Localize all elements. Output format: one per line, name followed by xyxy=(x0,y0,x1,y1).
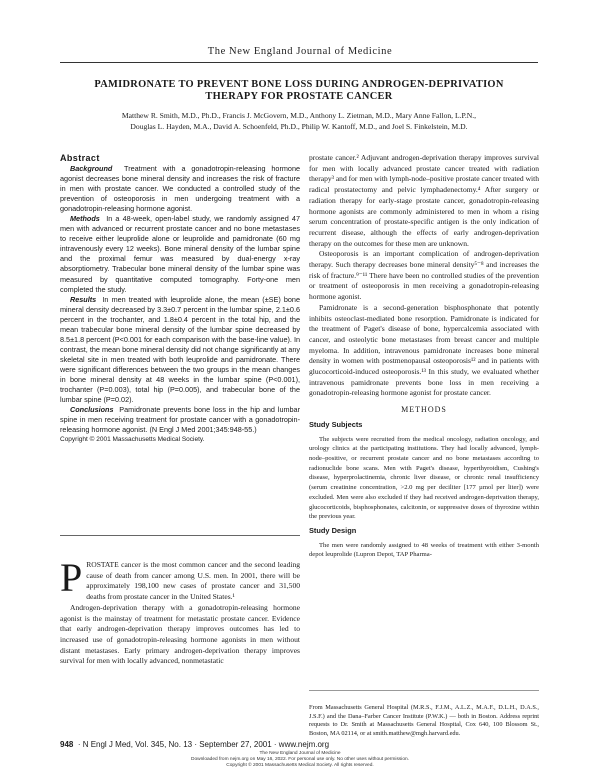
study-subjects-paragraph: The subjects were recruited from the medical oncology, radiation oncology, and urology clinics at the participating institutions. They had locally advanced, lymph-node–positive, or recurrent prostate cancer and no bone metastases according to radionuclide bone scans. Men with Paget's disease, hyperthyroidism, Cushing's disease, hyperprolactinemia, chronic liver disease, or chronic renal insufficiency (serum creatinine concentration, >2.0 mg per deciliter [177 µmol per liter]) were excluded. Men were also excluded if they had received androgen-deprivation therapy, glucocorticoids, bisphosphonates, calcitonin, or suppressive doses of thyroxine within the previous year. xyxy=(309,435,539,521)
right-paragraph-3: Pamidronate is a second-generation bisphosphonate that potently inhibits osteoclast-mediated bone resorption. Pamidronate is indicated for the treatment of Paget's disease of bone, hypercalcemia associated with cancer, and osteolytic bone metastases from breast cancer and multiple myeloma. In addition, intravenous pamidronate increases bone mineral density in women with postmenopausal osteoporosis¹² and in patients with glucocorticoid-induced osteoporosis.¹³ In this study, we evaluated whether intravenous pamidronate prevents bone loss in men receiving a gonadotropin-releasing hormone agonist for prostate cancer. xyxy=(309,302,539,398)
abstract-body xyxy=(60,164,300,445)
right-column xyxy=(309,153,539,560)
results-text: In men treated with leuprolide alone, the mean (±SE) bone mineral density decreased by 3.3±0.7 percent in the lumbar spine, 2.1±0.6 percent in the trochanter, and 1.8±0.4 percent in the total hip, and the mean trabecular bone mineral density of the lumbar spine decreased by 8.5±1.8 percent (P<0.001 for each comparison with the base-line value). In contrast, the mean bone mineral density did not change significantly at any skeletal site in men treated with both leuprolide and pamidronate. There were significant differences between the two groups in the mean changes in bone mineral density at 48 weeks in the lumbar spine (P<0.001), trochanter (P=0.003), total hip (P=0.005), and trabecular bone of the lumbar spine (P=0.02). xyxy=(60,294,300,405)
citation: · N Engl J Med, Vol. 345, No. 13 · September 27, 2001 · www.nejm.org xyxy=(77,740,330,749)
conclusions-text: Pamidronate prevents bone loss in the hip and lumbar spine in men receiving treatment for prostate cancer with a gonadotropin-releasing hormone agonist. (N Engl J Med 2001;345:948-55.) xyxy=(60,405,300,435)
download-notice xyxy=(0,751,600,769)
article-title xyxy=(60,79,538,103)
abstract-heading: Abstract xyxy=(60,153,100,163)
intro-paragraph-1 xyxy=(60,555,300,603)
abstract-rule xyxy=(60,535,300,536)
intro-text-1: ROSTATE cancer is the most common cancer and the second leading cause of death from cancer among U.S. men. In 2001, there will be approximately 198,100 new cases of prostate cancer and 31,500 deaths from prostate cancer in the United States.¹ xyxy=(86,560,300,602)
right-paragraph-2: Osteoporosis is an important complication of androgen-deprivation therapy. Such therapy decreases bone mineral density⁵⁻⁸ and increases the risk of fracture.⁹⁻¹¹ There have been no controlled studies of the prevention or treatment of osteoporosis in men receiving a gonadotropin-releasing hormone agonist. xyxy=(309,249,539,302)
authors-line-2: Douglas L. Hayden, M.A., David A. Schoenfeld, Ph.D., Philip W. Kantoff, M.D., and Joel S. Finkelstein, M.D. xyxy=(130,122,468,131)
copyright-line: Copyright © 2001 Massachusetts Medical Society. xyxy=(60,436,205,444)
methods-label: Methods xyxy=(70,214,100,224)
download-journal: The New England Journal of Medicine xyxy=(259,751,341,756)
footnote-rule xyxy=(309,690,539,691)
header-rule xyxy=(60,62,538,63)
study-design-paragraph: The men were randomly assigned to 48 weeks of treatment with either 3-month depot leuprolide (Lupron Depot, TAP Pharma- xyxy=(309,541,539,559)
abstract-background xyxy=(60,164,300,214)
study-subjects-text xyxy=(309,435,539,522)
drop-cap: P xyxy=(60,555,83,600)
download-line: Downloaded from nejm.org on May 16, 2022. For personal use only. No other uses without permission. xyxy=(190,757,409,762)
authors-line-1: Matthew R. Smith, M.D., Ph.D., Francis J. McGovern, M.D., Anthony L. Zietman, M.D., Mary Anne Fallon, L.P.N., xyxy=(121,111,477,120)
conclusions-label: Conclusions xyxy=(70,405,114,415)
methods-text: In a 48-week, open-label study, we randomly assigned 47 men with advanced or recurrent prostate cancer and no bone metastases to receive either leuprolide alone or leuprolide and pamidronate (60 mg intravenously every 12 weeks). Bone mineral density of the lumbar spine and the proximal femur was measured by dual-energy x-ray absorptiometry. Trabecular bone mineral density of the lumbar spine was measured by quantitative computed tomography. Forty-one men completed the study. xyxy=(60,214,300,294)
author-list xyxy=(60,110,538,132)
background-label: Background xyxy=(70,164,113,173)
abstract-methods xyxy=(60,214,300,294)
study-design-heading: Study Design xyxy=(309,525,357,535)
page-number: 948 xyxy=(60,740,74,749)
right-paragraph-1: prostate cancer.² Adjuvant androgen-deprivation therapy improves survival for men with locally advanced prostate cancer treated with radiation therapy³ and for men with lymph-node–positive prostate cancer treated with radical prostatectomy and pelvic lymphadenectomy.⁴ After surgery or radiation therapy for early-stage prostate cancer, gonadotropin-releasing hormone agonists are commonly administered to men in whom a rising serum concentration of prostate-specific antigen is the only indication of recurrent disease, although the effects of early androgen-deprivation therapy on the outcomes for these men are unknown. xyxy=(309,153,539,248)
title-line-1: PAMIDRONATE TO PREVENT BONE LOSS DURING ANDROGEN-DEPRIVATION xyxy=(94,79,504,90)
affiliation-footnote: From Massachusetts General Hospital (M.R.S., F.J.M., A.L.Z., M.A.F., D.L.H., D.A.S., J.S.F.) and the Dana–Farber Cancer Institute (P.W.K.) — both in Boston. Address reprint requests to Dr. Smith at Massachusetts General Hospital, Cox 640, 100 Blossom St., Boston, MA 02114, or at smith.matthew@mgh.harvard.edu. xyxy=(309,704,539,738)
methods-heading: METHODS xyxy=(401,405,447,415)
title-line-2: THERAPY FOR PROSTATE CANCER xyxy=(205,91,393,102)
introduction xyxy=(60,555,300,667)
abstract-conclusions xyxy=(60,405,300,435)
intro-paragraph-2: Androgen-deprivation therapy with a gonadotropin-releasing hormone agonist is the mainstay of treatment for metastatic prostate cancer. Evidence that early androgen-deprivation therapy improves outcomes has led to increased use of gonadotropin-releasing hormone agonists in men without distant metastases. Early primary androgen-deprivation therapy improves survival for men with locally advanced, nonmetastatic xyxy=(60,602,300,666)
results-label: Results xyxy=(70,294,97,304)
download-copyright: Copyright © 2001 Massachusetts Medical Society. All rights reserved. xyxy=(226,763,374,768)
study-design-text xyxy=(309,541,539,560)
journal-header: The New England Journal of Medicine xyxy=(207,46,393,57)
abstract-results xyxy=(60,295,300,406)
background-text: Treatment with a gonadotropin-releasing hormone agonist decreases bone mineral density and increases the risk of fracture in men with prostate cancer. We conducted a controlled study of the prevention of osteoporosis in men undergoing treatment with a gonadotropin-releasing hormone agonist. xyxy=(60,164,301,214)
study-subjects-heading: Study Subjects xyxy=(309,419,363,429)
page-footer xyxy=(60,740,329,749)
